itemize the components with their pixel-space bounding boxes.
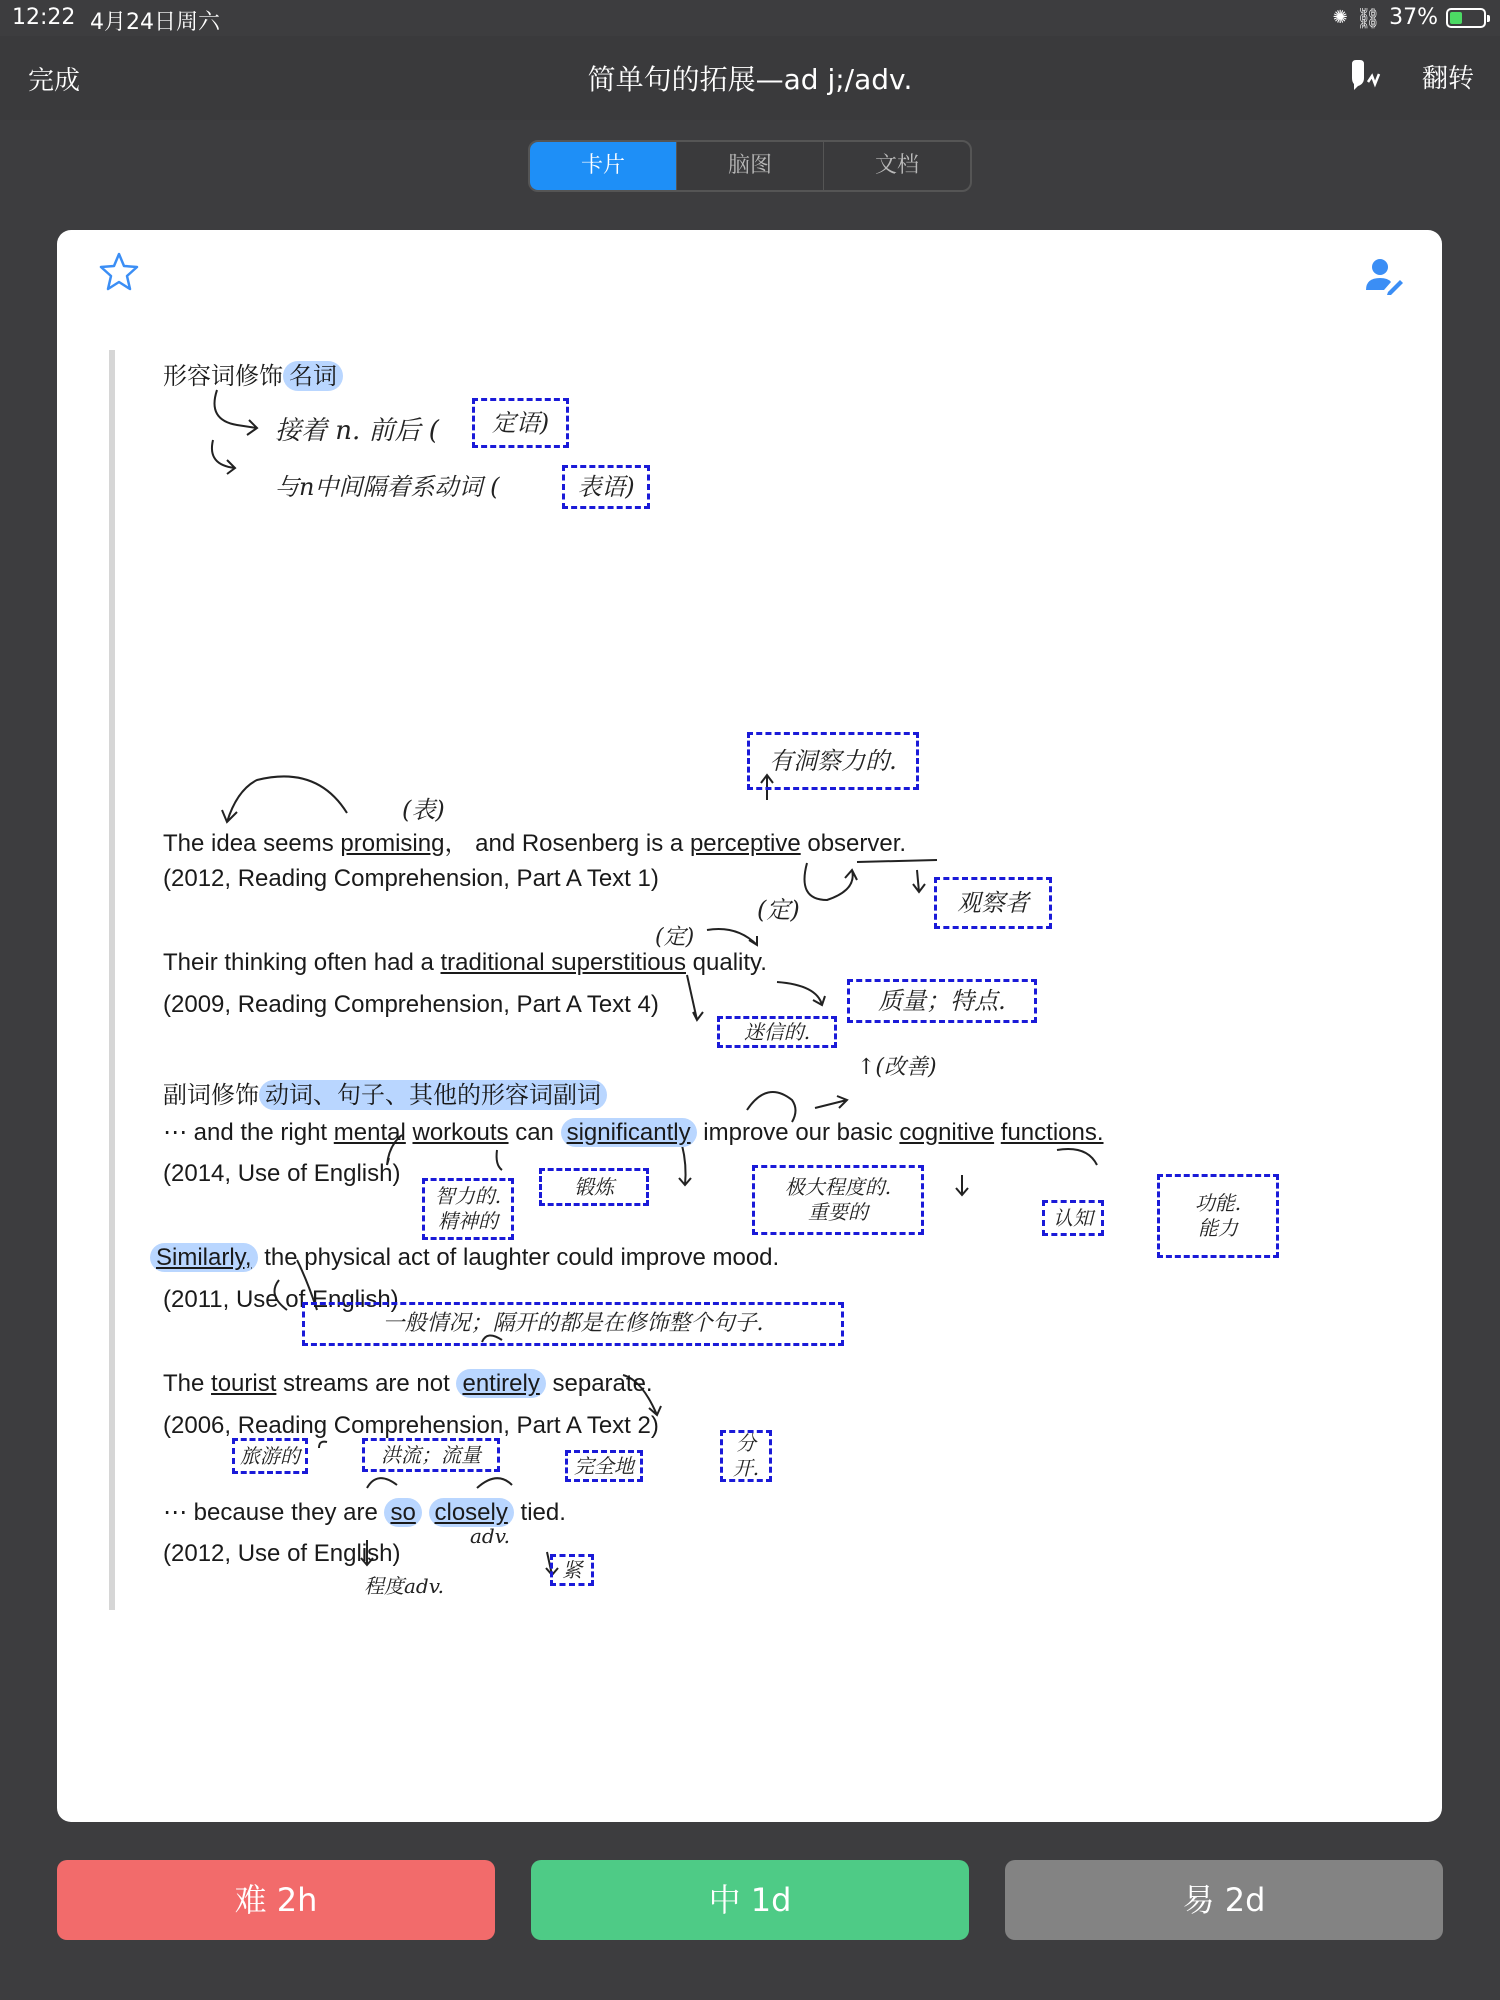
ex3-word-cognitive: cognitive: [899, 1119, 995, 1146]
section-heading-adverb: [163, 1075, 607, 1110]
status-time: 12:22: [12, 5, 76, 30]
note-box-predicative: 表语): [562, 465, 650, 509]
example5-source: (2006, Reading Comprehension, Part A Text 2): [163, 1412, 659, 1439]
note-biao: (表): [402, 796, 445, 824]
example5-sentence: [163, 1370, 653, 1398]
ex1-text-a: The idea seems: [163, 830, 341, 857]
heading2-prefix: 副词修饰: [163, 1081, 259, 1109]
example2-source: (2009, Reading Comprehension, Part A Text 4): [163, 991, 659, 1018]
example1-sentence: [163, 823, 906, 858]
ex3-word-functions: functions.: [1000, 1119, 1104, 1146]
note-ding-1: (定): [757, 896, 800, 924]
ex1-word-promising: promising: [340, 830, 445, 857]
note-box-streams: 洪流；流量: [362, 1438, 500, 1472]
heading2-highlight: 动词、句子、其他的形容词副词: [259, 1080, 607, 1110]
example2-sentence: [163, 949, 767, 977]
view-tabs: [528, 140, 972, 192]
example3-sentence: [163, 1118, 1104, 1147]
tab-document[interactable]: 文档: [874, 153, 919, 178]
nav-actions: [1346, 56, 1474, 96]
ex3-text-improve: improve our basic: [696, 1119, 900, 1146]
note-box-quality: 质量；特点.: [847, 979, 1037, 1023]
note-box-workouts: 锻炼: [539, 1168, 649, 1206]
ex5-text-c: separate.: [545, 1370, 653, 1397]
ex1-word-perceptive: perceptive: [689, 830, 801, 857]
ex5-text-b: streams are not: [276, 1370, 457, 1397]
ex5-word-entirely: entirely: [456, 1369, 545, 1398]
tab-mindmap[interactable]: 脑图: [677, 142, 824, 190]
ex6-text: tied.: [513, 1499, 566, 1526]
ex3-word-significantly: significantly: [561, 1118, 697, 1147]
section-heading-adjective: [163, 356, 343, 391]
flashcard: [57, 230, 1442, 1822]
ex2-text-a: Their thinking often had a: [163, 949, 441, 976]
ex2-text-b: quality.: [685, 949, 767, 976]
handnote-line2-text: 与n中间隔着系动词 (: [275, 473, 500, 501]
note-box-attributive: 定语): [472, 398, 569, 448]
note-box-mental: 智力的. 精神的: [422, 1178, 514, 1240]
quote-bar: [109, 350, 115, 1610]
heading-highlight: 名词: [283, 361, 343, 391]
example3-source: (2014, Use of English): [163, 1160, 401, 1187]
note-improve: ↑(改善): [857, 1055, 937, 1080]
note-degree-adverb: 程度adv.: [364, 1574, 445, 1598]
done-button[interactable]: 完成: [28, 66, 81, 96]
battery-percent: 37%: [1389, 5, 1438, 30]
note-box-sentence-adverb: 一般情况；隔开的都是在修饰整个句子.: [302, 1302, 844, 1346]
heading-prefix: 形容词修饰: [163, 362, 283, 390]
note-box-entirely: 完全地: [565, 1450, 643, 1482]
example6-sentence: [163, 1498, 566, 1527]
note-box-tight: 紧: [550, 1554, 594, 1586]
page-title: 简单句的拓展—ad j;/adv.: [587, 63, 913, 96]
hard-button[interactable]: 难 2h: [57, 1860, 495, 1940]
ex6-word-closely: closely: [429, 1498, 514, 1527]
ex4-word-similarly: Similarly,: [150, 1243, 258, 1272]
note-box-significantly: 极大程度的. 重要的: [752, 1165, 924, 1235]
ex1-text-b: ， and Rosenberg is a: [444, 830, 690, 857]
handnote-line1-text: 接着 n. 前后 (: [275, 416, 439, 446]
status-bar: [0, 0, 1500, 36]
status-right: [1333, 5, 1486, 30]
activity-icon: ✺: [1332, 7, 1348, 28]
note-box-perceptive: 有洞察力的.: [747, 732, 919, 790]
note-box-tourist: 旅游的: [232, 1438, 308, 1474]
ex5-text-a: The: [163, 1370, 212, 1397]
note-box-superstitious: 迷信的.: [717, 1016, 837, 1048]
handnote-line2: [275, 467, 499, 502]
ex3-word-mental: mental: [333, 1119, 406, 1146]
ex5-word-tourist: tourist: [211, 1370, 277, 1397]
note-box-separate: 分开.: [720, 1430, 772, 1482]
ex6-lead: ⋯ because they are: [163, 1499, 385, 1526]
ex3-text-can: can: [508, 1119, 561, 1146]
flip-button[interactable]: 翻转: [1421, 63, 1474, 94]
handnote-line1: [275, 410, 439, 447]
example6-source: (2012, Use of English): [163, 1540, 401, 1567]
ex3-word-workouts: workouts: [412, 1119, 509, 1146]
status-date: 4月24日周六: [90, 10, 220, 35]
tab-card[interactable]: 卡片: [530, 142, 677, 190]
note-ding-2: (定): [655, 925, 695, 950]
battery-level: [1450, 12, 1462, 24]
medium-button[interactable]: 中 1d: [531, 1860, 969, 1940]
link-icon: ⛓: [1355, 5, 1382, 30]
star-icon[interactable]: [97, 250, 141, 294]
note-box-functions: 功能. 能力: [1157, 1174, 1279, 1258]
example4-sentence: [150, 1244, 779, 1272]
battery-icon: [1446, 8, 1486, 28]
note-box-cognitive: 认知: [1042, 1200, 1104, 1236]
note-adv: adv.: [470, 1524, 511, 1548]
navigation-bar: [0, 36, 1500, 120]
ex3-lead: ⋯ and the right: [163, 1119, 334, 1146]
ex1-text-c: observer.: [800, 830, 907, 857]
note-box-observer: 观察者: [934, 877, 1052, 929]
ex6-word-so: so: [384, 1498, 421, 1527]
easy-button[interactable]: 易 2d: [1005, 1860, 1443, 1940]
edit-user-icon[interactable]: [1364, 256, 1404, 296]
example4-source: (2011, Use of English): [163, 1286, 399, 1313]
read-aloud-icon[interactable]: [1346, 56, 1386, 96]
example1-source: (2012, Reading Comprehension, Part A Text 1): [163, 865, 659, 892]
ex2-word-traditional-superstitious: traditional superstitious: [440, 949, 686, 976]
ex4-text: the physical act of laughter could improve mood.: [257, 1244, 780, 1271]
